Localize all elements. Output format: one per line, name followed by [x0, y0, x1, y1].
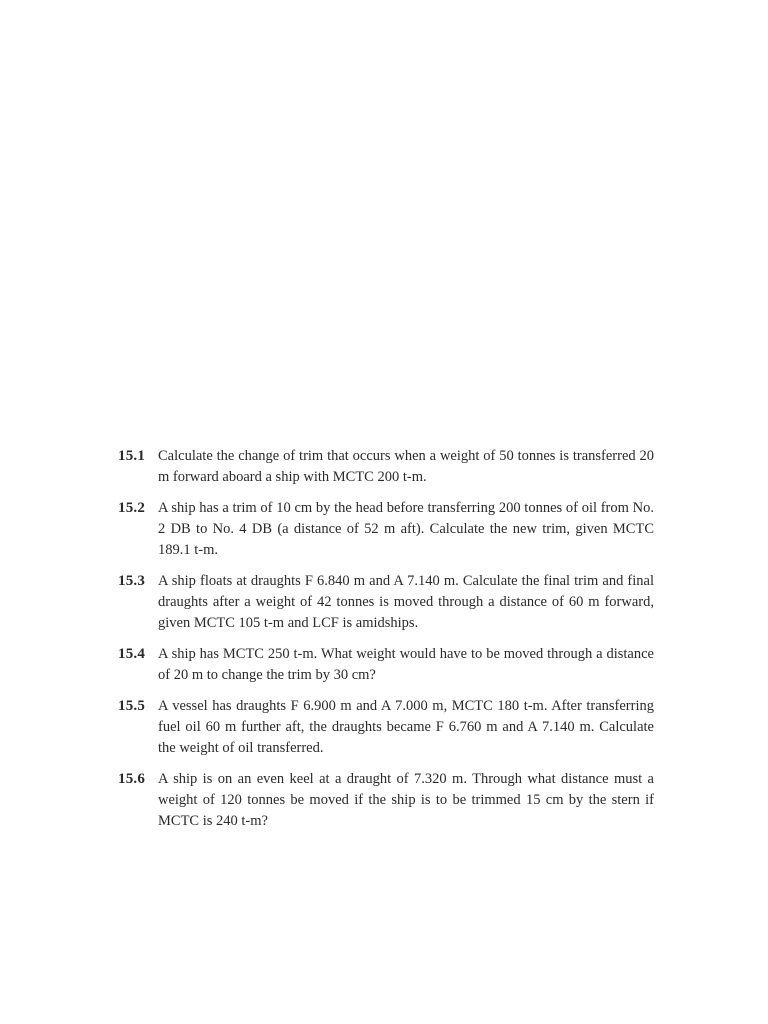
question-text: Calculate the change of trim that occurs when a weight of 50 tonnes is transferred 20 m forward aboard a ship with MCTC 200 t-m. — [158, 448, 654, 485]
question-item — [118, 498, 654, 561]
question-text: A ship has a trim of 10 cm by the head before transferring 200 tonnes of oil from No. 2 DB to No. 4 DB (a distance of 52 m aft). Calculate the new trim, given MCTC 189.1 t-m. — [158, 500, 654, 558]
question-item — [118, 446, 654, 488]
question-text: A ship is on an even keel at a draught of 7.320 m. Through what distance must a weight of 120 tonnes be moved if the ship is to be trimmed 15 cm by the stern if MCTC is 240 t-m? — [158, 771, 654, 829]
question-item — [118, 769, 654, 832]
question-text: A vessel has draughts F 6.900 m and A 7.000 m, MCTC 180 t-m. After transferring fuel oil 60 m further aft, the draughts became F 6.760 m and A 7.140 m. Calculate the weight of oil transferred. — [158, 698, 654, 756]
question-number: 15.5 — [118, 698, 146, 714]
question-list — [118, 446, 654, 842]
question-text: A ship floats at draughts F 6.840 m and A 7.140 m. Calculate the final trim and final draughts after a weight of 42 tonnes is moved through a distance of 60 m forward, given MCTC 105 t-m and LCF is amidships. — [158, 573, 654, 631]
question-number: 15.1 — [118, 448, 146, 464]
question-item — [118, 571, 654, 634]
question-number: 15.3 — [118, 573, 146, 589]
question-item — [118, 696, 654, 759]
question-item — [118, 644, 654, 686]
question-number: 15.4 — [118, 646, 146, 662]
question-text: A ship has MCTC 250 t-m. What weight would have to be moved through a distance of 20 m to change the trim by 30 cm? — [158, 646, 654, 683]
question-number: 15.6 — [118, 771, 146, 787]
question-number: 15.2 — [118, 500, 146, 516]
